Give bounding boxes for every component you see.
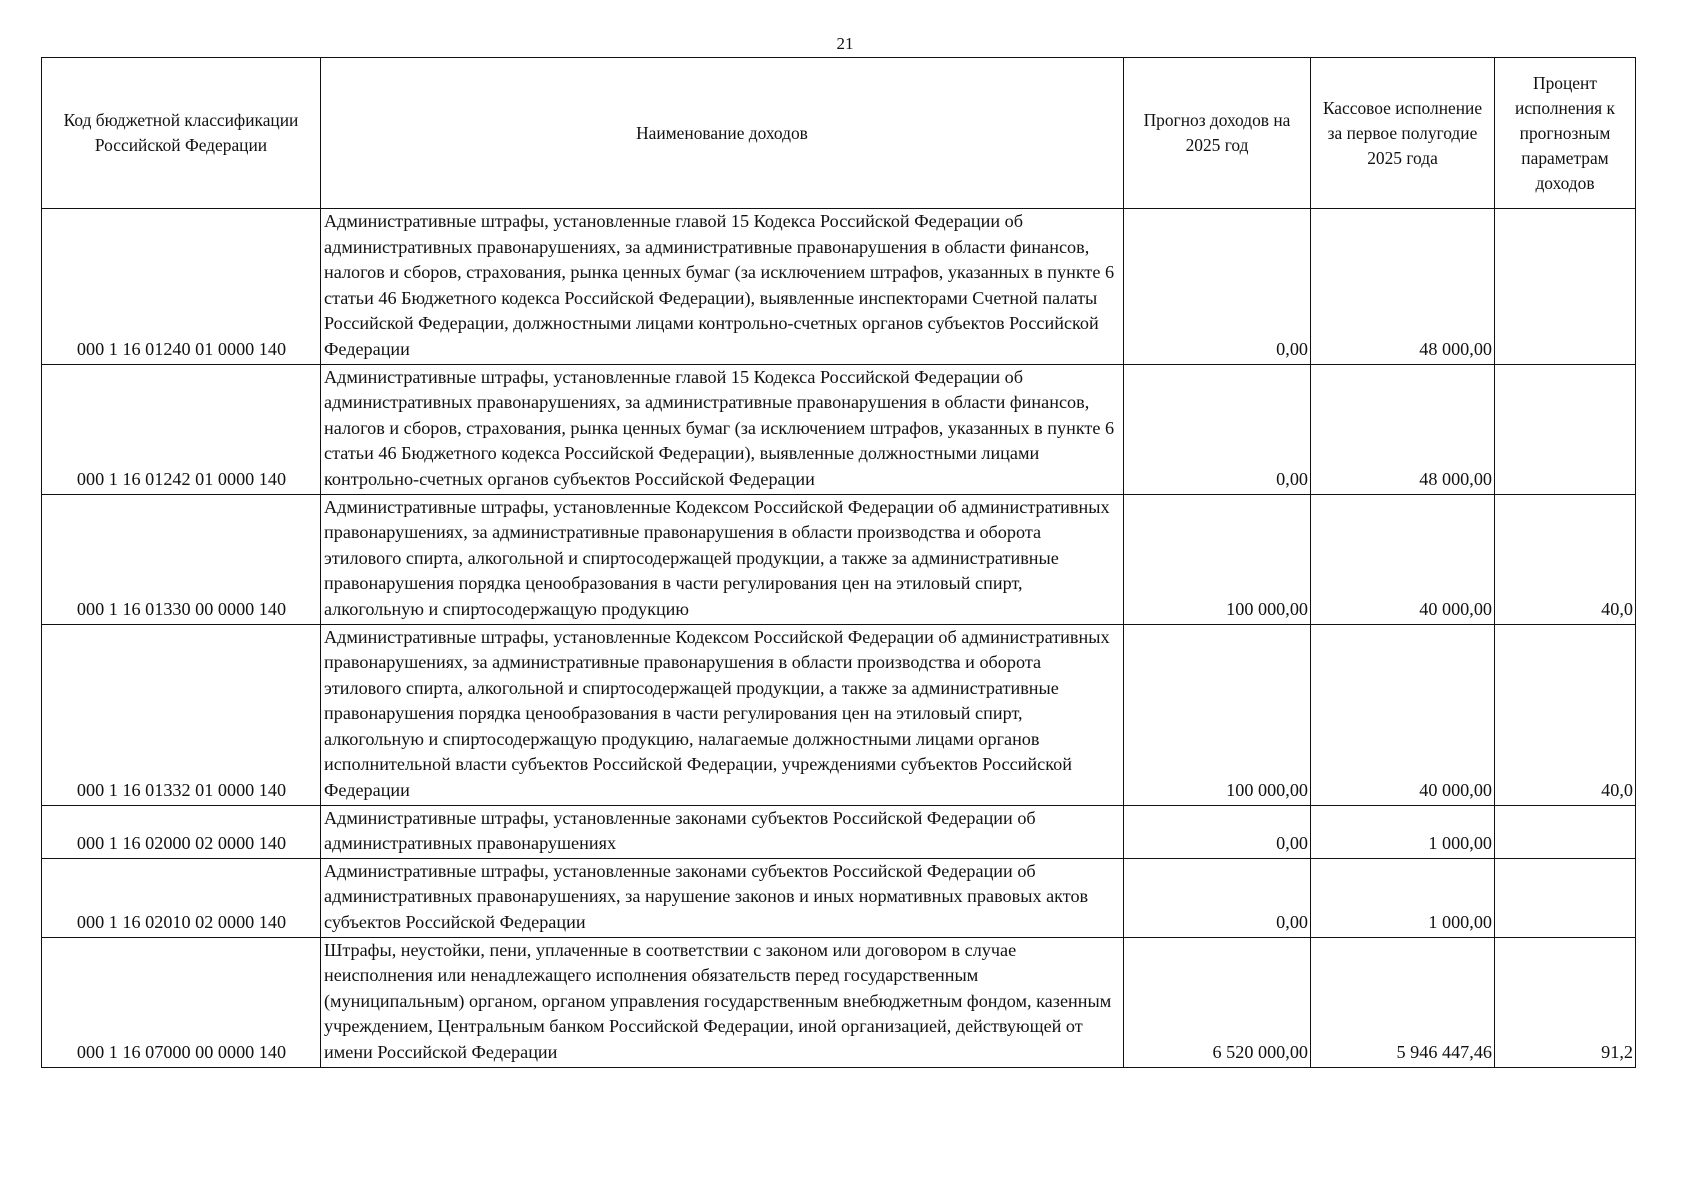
row-name: Административные штрафы, установленные Кодексом Российской Федерации об административных правонарушениях, за административные правонарушения в области производства и оборота этилового спирта, алкогольной и спиртосодержащей продукции, а также за административные правонарушения порядка ценообразования в части регулирования цен на этиловый спирт, алкогольную и спиртосодержащую продукцию, налагаемые должностными лицами органов исполнительной власти субъектов Российской Федерации, учреждениями субъектов Российской Федерации	[321, 624, 1124, 805]
row-code: 000 1 16 07000 00 0000 140	[42, 937, 321, 1067]
table-row	[42, 937, 1636, 1067]
row-percent	[1495, 209, 1636, 365]
page-number: 21	[836, 34, 854, 53]
row-forecast: 100 000,00	[1124, 624, 1311, 805]
row-execution: 48 000,00	[1311, 364, 1495, 494]
row-forecast: 0,00	[1124, 858, 1311, 937]
row-code: 000 1 16 02000 02 0000 140	[42, 805, 321, 858]
row-execution: 1 000,00	[1311, 858, 1495, 937]
row-percent	[1495, 364, 1636, 494]
row-execution: 40 000,00	[1311, 494, 1495, 624]
table-header-row	[42, 58, 1636, 209]
row-execution: 5 946 447,46	[1311, 937, 1495, 1067]
header-forecast: Прогноз доходов на 2025 год	[1124, 58, 1311, 209]
header-name: Наименование доходов	[321, 58, 1124, 209]
table-row	[42, 624, 1636, 805]
table-row	[42, 858, 1636, 937]
row-code: 000 1 16 01240 01 0000 140	[42, 209, 321, 365]
row-name: Административные штрафы, установленные законами субъектов Российской Федерации об административных правонарушениях	[321, 805, 1124, 858]
row-code: 000 1 16 02010 02 0000 140	[42, 858, 321, 937]
row-forecast: 100 000,00	[1124, 494, 1311, 624]
row-percent: 40,0	[1495, 494, 1636, 624]
row-percent: 40,0	[1495, 624, 1636, 805]
row-execution: 48 000,00	[1311, 209, 1495, 365]
row-forecast: 0,00	[1124, 209, 1311, 365]
table-row	[42, 494, 1636, 624]
row-name: Штрафы, неустойки, пени, уплаченные в соответствии с законом или договором в случае неисполнения или ненадлежащего исполнения обязательств перед государственным (муниципальным) органом, органом управления государственным внебюджетным фондом, казенным учреждением, Центральным банком Российской Федерации, иной организацией, действующей от имени Российской Федерации	[321, 937, 1124, 1067]
row-execution: 40 000,00	[1311, 624, 1495, 805]
table-row	[42, 364, 1636, 494]
row-execution: 1 000,00	[1311, 805, 1495, 858]
row-name: Административные штрафы, установленные главой 15 Кодекса Российской Федерации об административных правонарушениях, за административные правонарушения в области финансов, налогов и сборов, страхования, рынка ценных бумаг (за исключением штрафов, указанных в пункте 6 статьи 46 Бюджетного кодекса Российской Федерации), выявленные должностными лицами контрольно-счетных органов субъектов Российской Федерации	[321, 364, 1124, 494]
header-code: Код бюджетной классификации Российской Федерации	[42, 58, 321, 209]
row-name: Административные штрафы, установленные главой 15 Кодекса Российской Федерации об административных правонарушениях, за административные правонарушения в области финансов, налогов и сборов, страхования, рынка ценных бумаг (за исключением штрафов, указанных в пункте 6 статьи 46 Бюджетного кодекса Российской Федерации), выявленные инспекторами Счетной палаты Российской Федерации, должностными лицами контрольно-счетных органов субъектов Российской Федерации	[321, 209, 1124, 365]
row-percent	[1495, 858, 1636, 937]
row-name: Административные штрафы, установленные Кодексом Российской Федерации об административных правонарушениях, за административные правонарушения в области производства и оборота этилового спирта, алкогольной и спиртосодержащей продукции, а также за административные правонарушения порядка ценообразования в части регулирования цен на этиловый спирт, алкогольную и спиртосодержащую продукцию	[321, 494, 1124, 624]
row-code: 000 1 16 01242 01 0000 140	[42, 364, 321, 494]
row-code: 000 1 16 01330 00 0000 140	[42, 494, 321, 624]
row-percent	[1495, 805, 1636, 858]
table-row	[42, 209, 1636, 365]
row-forecast: 0,00	[1124, 805, 1311, 858]
header-execution: Кассовое исполнение за первое полугодие 2025 года	[1311, 58, 1495, 209]
revenue-table	[41, 57, 1636, 1068]
row-forecast: 0,00	[1124, 364, 1311, 494]
row-code: 000 1 16 01332 01 0000 140	[42, 624, 321, 805]
row-forecast: 6 520 000,00	[1124, 937, 1311, 1067]
header-percent: Процент исполнения к прогнозным параметрам доходов	[1495, 58, 1636, 209]
table-row	[42, 805, 1636, 858]
row-name: Административные штрафы, установленные законами субъектов Российской Федерации об административных правонарушениях, за нарушение законов и иных нормативных правовых актов субъектов Российской Федерации	[321, 858, 1124, 937]
row-percent: 91,2	[1495, 937, 1636, 1067]
